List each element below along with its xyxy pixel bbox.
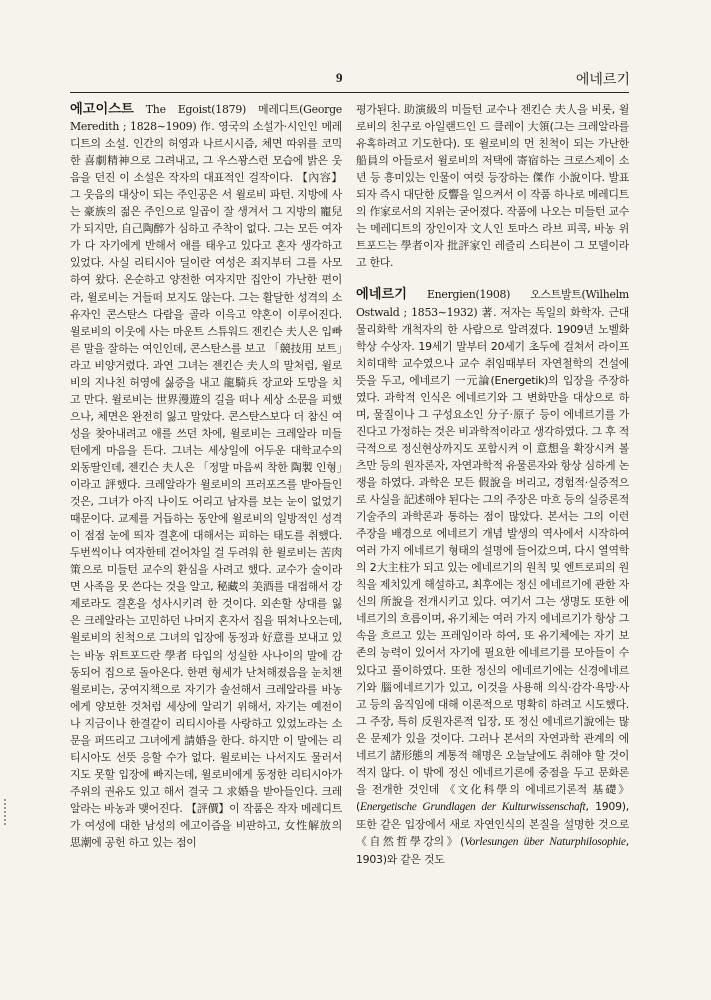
entry-energy (356, 286, 629, 868)
page-number: 9 (336, 70, 343, 85)
left-column (70, 101, 342, 851)
right-column (356, 101, 629, 868)
entry-energy-text (356, 286, 629, 868)
entry-egoist-text (70, 101, 342, 851)
running-title: 에네르기 (575, 72, 630, 88)
entry-egoist-body-part1: 영국의 소설가·시인인 메레디트의 소설. 인간의 허영과 나르시시즘, 체면 따위를 코믹한 喜劇精神으로 그려내고, 그 우스꽝스런 모습에 밝은 웃음을 던진 이 소설은 작자의 대표적인 걸작이다. 【內容】그 웃음의 대상이 되는 주인공은 서 윌로비 파턴. 지방에 사는 豪族의 젊은 주인으로 일곱이 잘 생겨서 그 지방의 寵兒가 되지만, 自己陶醉가 심하고 주착이 없다. 그는 모든 여자가 다 자기에게 반해서 애를 태우고 있다고 혼자 생각하고 있었다. 사실 리티시아 딜이란 여성은 죄지부터 그를 사모하여 왔다. 온순하고 양전한 여자지만 집안이 가난한 편이라, 윌로비는 거들떠 보지도 않는다. 그는 활달한 성격의 소유자인 콘스탄스 다람을 골라 이윽고 약혼이 이루어진다. 윌로비의 이웃에 사는 마운트 스튜워드 젠킨슨 夫人은 입빠른 말을 잘하는 여인인데, 콘스탄스를 보고 「競技用 보트」라고 비양거렸다. 과연 그녀는 젠킨슨 夫人의 말처럼, 윌로비의 지나친 허영에 싫증을 내고 龍騎兵 장교와 도망을 치고 만다. 윌로비는 世界漫遊의 길을 떠나 세상 소문을 피했으나, 체면은 완전히 잃고 말았다. 콘스탄스보다 더 참신 여성을 찾아내려고 애를 쓰던 차에, 윌로비는 크레알라 미들턴에게 마음을 든다. 그녀는 세상일에 어두운 대학교수의 외동딸인데, 젠킨슨 夫人은 「정말 마음씨 착한 陶製 인형」이라고 評했다. 크레알라가 윌로비의 프러포즈를 받아들인 것은, 그녀가 아직 나이도 어리고 남자를 보는 눈이 없었기 때문이다. 교제를 거듭하는 동안에 윌로비의 일방적인 성격이 점점 눈에 띄자 결혼에 대해서는 피하는 태도를 취했다. 두번씩이나 여자한테 걷어차일 걸 두려워 한 윌로비는 苦肉策으로 미들턴 교수의 환심을 사려고 했다. 교수가 술이라면 사족을 못 쓴다는 것을 알고, 秘藏의 美酒를 대접해서 강제로라도 결혼을 성사시키려 한 것이다. 외손할 상대를 잃은 크레알라는 고민하던 나머지 혼자서 집을 뛰쳐나오는데, 윌로비의 친척으로 그녀의 입장에 동정과 好意를 보내고 있는 바농 위트포드란 學者 타입의 성실한 사나이의 말에 감동되어 집으로 돌아온다. 한편 형세가 난처해졌음을 눈치챈 윌로비는, 궁여지책으로 자기가 솔선해서 크레알라를 바농에게 양보한 것처럼 세상에 알리기 위해서, 자기는 예전이나 지금이나 한결같이 리티시아를 사랑하고 있었노라는 소문을 퍼뜨리고 그녀에게 請婚을 한다. 하지만 이 말에는 리티시아도 선뜻 응할 수가 없다. 윌로비는 나서지도 물러서지도 못할 입장에 빠지는데, 윌로비에게 동정한 리티시아가 주위의 권유도 있고 해서 결국 그 求婚을 받아들인다. 크레알라는 바농과 맺어진다. 【評價】이 작품은 작자 메레디트가 여성에 대한 남성의 에고이즘을 비판하고, 女性解放의 思潮에 공헌 하고 있는 점이 (70, 120, 342, 850)
header-rule (70, 92, 629, 93)
entry-egoist (70, 101, 342, 851)
entry-energy-title: 에네르기 (356, 287, 407, 303)
entry-energy-body-part3: , 1903)와 같은 것도 (356, 834, 629, 867)
entry-energy-italic-title2: Vorlesungen über Naturphilosophie (464, 835, 626, 848)
entry-separator (356, 271, 629, 286)
entry-egoist-body-part2: 평가된다. 助演級의 미들턴 교수나 젠킨슨 夫人을 비롯, 윌로비의 친구로 아일랜드인 드 클레이 大領(그는 크레알라를 유혹하려고 기도한다). 또 윌로비의 먼 친척이 되는 가난한 船員의 아들로서 윌로비의 저택에 寄宿하는 크로스제이 소년 등 흥미있는 인물이 여럿 등장하는 傑作 小說이다. 발표되자 즉시 대단한 反響을 일으켜서 이 작품 하나로 메레디트의 作家로서의 지위는 굳어졌다. 작품에 나오는 미들턴 교수는 메레디트의 장인이자 文人인 토마스 라브 피콕, 바농 위트포드는 學者이자 批評家인 레즐리 스티븐이 그 모델이라고 한다. (356, 103, 629, 270)
margin-mark (4, 799, 14, 825)
entry-egoist-title: 에고이스트 (70, 102, 134, 117)
entry-energy-head: Energien(1908) 오스트발트(Wilhelm Ostwald ; 1853∼1932) 著. (356, 288, 629, 319)
entry-energy-body-part2: , 1909), 또한 같은 입장에서 새로 자연인식의 본질을 설명한 것으로 《自然哲學강의》( (356, 799, 629, 848)
entry-energy-body-part1: 저자는 독일의 화학자. 근대 물리화학 개척자의 한 사람으로 알려졌다. 1909년 노벨화학상 수상자. 19세기 말부터 20세기 초두에 걸쳐서 라이프치히대학 교수였으나 교수 취임때부터 자연철학의 건설에 뜻을 두고, 에네르기 一元論(Energetik)의 입장을 주장하였다. 과학적 인식은 에네르기와 그 변화만을 대상으로 하며, 물질이나 그 구성요소인 分子·原子 등이 에네르기를 가진다고 가정하는 것은 비과학적이라고 생각하였다. 그 후 적극적으로 정신현상까지도 포함시켜 이 意想을 확장시켜 볼츠만 등의 원자론자, 자연과학적 유물론자와 항상 심하게 논쟁을 하였다. 과학은 모든 假說을 버리고, 경험적·실증적으로 사실을 記述해야 된다는 그의 주장은 마흐 등의 실증론적 기술주의 과학론과 통하는 점이 많았다. 본서는 그의 이런 주장을 배경으로 에네르기 개념 발생의 역사에서 시작하여 여러 가지 에네르기 형태의 설명에 들어갔으며, 다시 열역학의 2大主柱가 되고 있는 에네르기의 원칙 및 엔트로피의 원칙을 제치있게 해설하고, 최후에는 정신 에네르기에 관한 자신의 所說을 전개시키고 있다. 여기서 그는 생명도 또한 에네르기의 흐름이며, 유기체는 여러 가지 에네르기가 항상 그 속을 흐르고 있는 프레임이라 하여, 또 유기체에는 자기 보존의 능력이 있어서 자기에 필요한 에네르기를 모아들이 수 있다고 풀이하였다. 또한 정신의 에네르기에는 신경에네르기와 腦에네르기가 있고, 이것을 사용해 의식·감각·욕망·사고 등의 움직임에 대해 이론적으로 명확히 하려고 시도했다. 그 주장, 특히 反원자론적 입장, 또 정신 에네르기說에는 많은 문제가 있을 것이다. 그러나 본서의 자연과학 관계의 에네르기 諸形態의 계통적 해명은 오늘날에도 취해야 할 것이 적지 않다. 이 밖에 정신 에네르기론에 중점을 두고 문화론을 전개한 것인데 《文化科學의 에네르기론적 基礎》( (356, 305, 629, 813)
page-header (70, 70, 630, 94)
entry-egoist-head: The Egoist(1879) 메레디트(George Meredith ; 1828∼1909) 作. (70, 103, 342, 134)
entry-energy-italic-title1: Energetische Grundlagen der Kulturwissenschaft (360, 800, 586, 813)
entry-egoist-continued (356, 101, 629, 271)
